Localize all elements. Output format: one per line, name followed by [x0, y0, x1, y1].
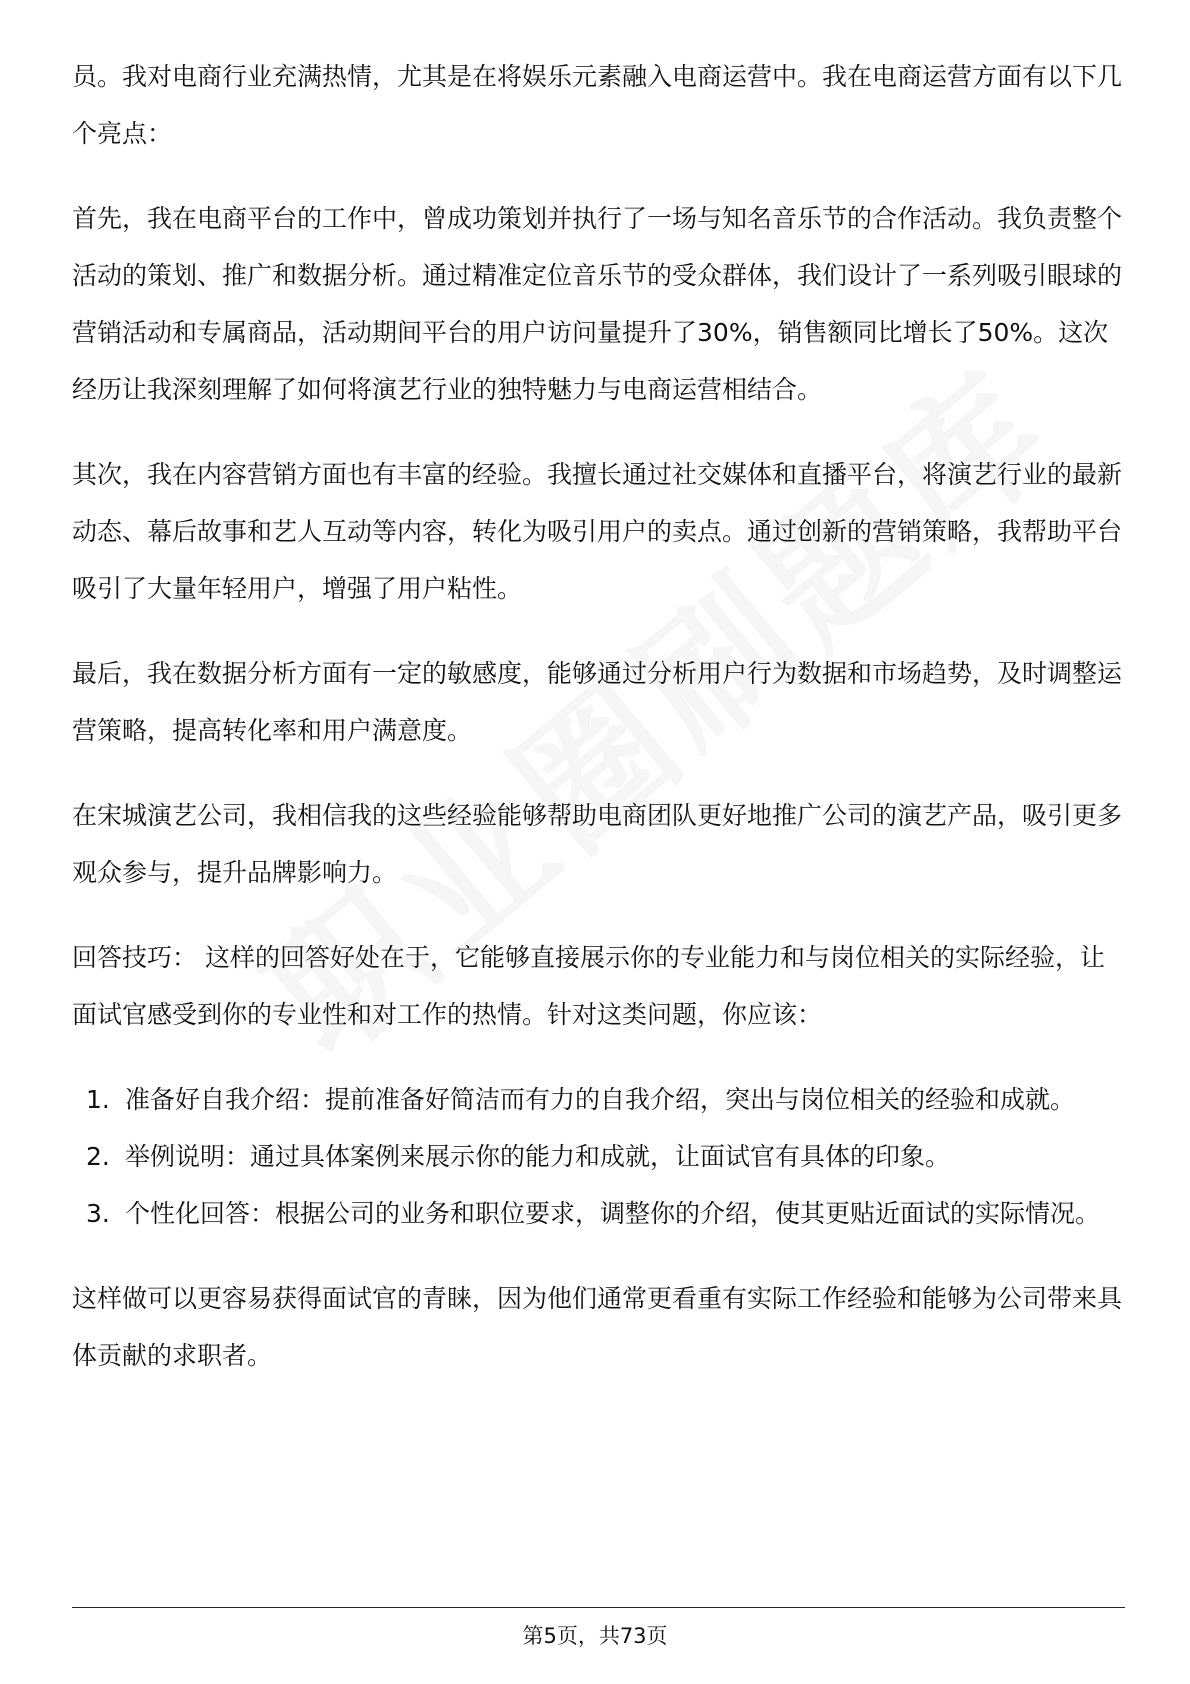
list-item-text: 准备好自我介绍：提前准备好简洁而有力的自我介绍，突出与岗位相关的经验和成就。 — [125, 1085, 1076, 1114]
paragraph-second-point: 其次，我在内容营销方面也有丰富的经验。我擅长通过社交媒体和直播平台，将演艺行业的最新动态、幕后故事和艺人互动等内容，转化为吸引用户的卖点。通过创新的营销策略，我帮助平台吸引了大量年轻用户，增强了用户粘性。 — [72, 460, 1123, 603]
paragraph-closing: 这样做可以更容易获得面试官的青睐，因为他们通常更看重有实际工作经验和能够为公司带来具体贡献的求职者。 — [72, 1284, 1123, 1370]
page-number: 第5页，共73页 — [522, 1624, 668, 1648]
list-item-text: 个性化回答：根据公司的业务和职位要求，调整你的介绍，使其更贴近面试的实际情况。 — [125, 1199, 1101, 1228]
list-item — [72, 1071, 1122, 1128]
footer-divider — [72, 1607, 1125, 1608]
paragraph-company-fit: 在宋城演艺公司，我相信我的这些经验能够帮助电商团队更好地推广公司的演艺产品，吸引更多观众参与，提升品牌影响力。 — [72, 801, 1123, 887]
paragraph-answer-tips: 回答技巧： 这样的回答好处在于，它能够直接展示你的专业能力和与岗位相关的实际经验，让面试官感受到你的专业性和对工作的热情。针对这类问题，你应该： — [72, 943, 1105, 1029]
body-content — [72, 48, 1122, 1412]
list-item-number: 3. — [86, 1199, 110, 1228]
list-item-number: 1. — [86, 1085, 110, 1114]
list-item-number: 2. — [86, 1142, 110, 1171]
paragraph-first-point: 首先，我在电商平台的工作中，曾成功策划并执行了一场与知名音乐节的合作活动。我负责整个活动的策划、推广和数据分析。通过精准定位音乐节的受众群体，我们设计了一系列吸引眼球的营销活动和专属商品，活动期间平台的用户访问量提升了30%，销售额同比增长了50%。这次经历让我深刻理解了如何将演艺行业的独特魅力与电商运营相结合。 — [72, 204, 1123, 404]
list-item-text: 举例说明：通过具体案例来展示你的能力和成就，让面试官有具体的印象。 — [125, 1142, 951, 1171]
paragraph-intro-continuation: 员。我对电商行业充满热情，尤其是在将娱乐元素融入电商运营中。我在电商运营方面有以下几个亮点： — [72, 62, 1123, 148]
paragraph-third-point: 最后，我在数据分析方面有一定的敏感度，能够通过分析用户行为数据和市场趋势，及时调整运营策略，提高转化率和用户满意度。 — [72, 659, 1123, 745]
tips-list — [72, 1071, 1122, 1242]
list-item — [72, 1128, 1122, 1185]
list-item — [72, 1185, 1122, 1242]
